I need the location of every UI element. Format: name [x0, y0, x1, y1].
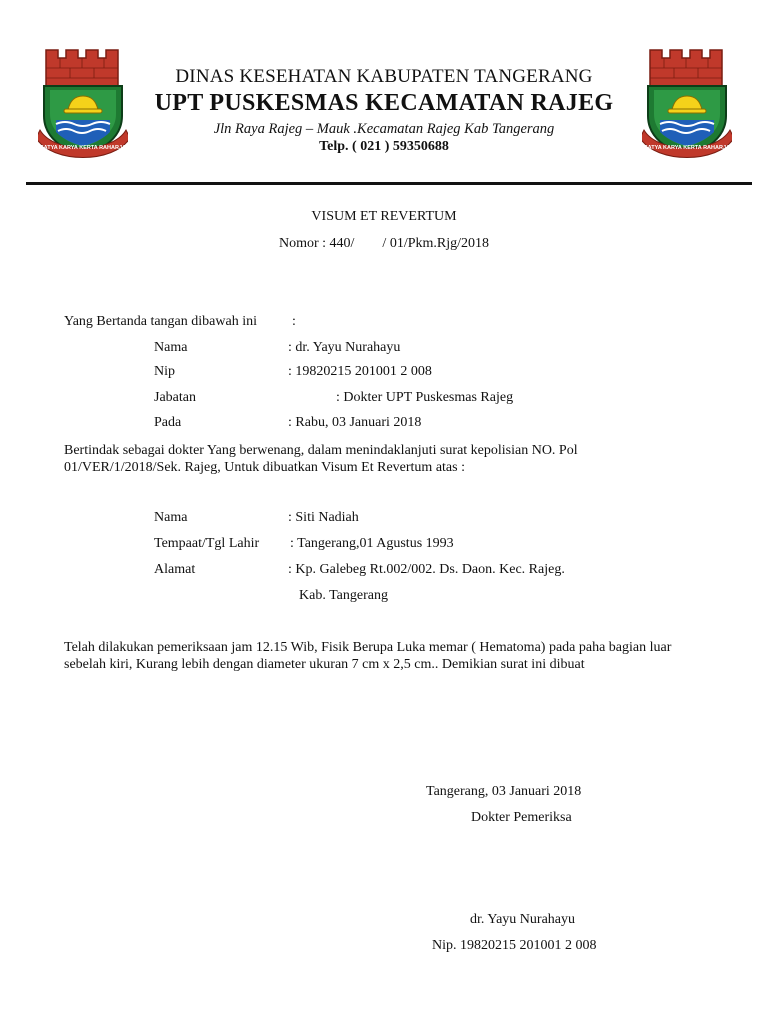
- signatory-nip-label: Nip: [154, 364, 175, 379]
- institution-name: UPT PUSKESMAS KECAMATAN RAJEG: [154, 90, 614, 116]
- signatory-intro-colon: :: [292, 314, 296, 329]
- agency-name: DINAS KESEHATAN KABUPATEN TANGERANG: [175, 66, 593, 87]
- signatory-date-value: : Rabu, 03 Januari 2018: [288, 415, 422, 430]
- signatory-date-label: Pada: [154, 415, 182, 430]
- patient-address-label: Alamat: [154, 562, 196, 577]
- document-title: VISUM ET REVERTUM: [311, 209, 457, 224]
- signatory-position-label: Jabatan: [154, 390, 196, 405]
- signature-place-date: Tangerang, 03 Januari 2018: [426, 784, 582, 799]
- patient-address-value: : Kp. Galebeg Rt.002/002. Ds. Daon. Kec. Rajeg.: [288, 562, 565, 577]
- institution-address: Jln Raya Rajeg – Mauk .Kecamatan Rajeg Kab Tangerang: [213, 121, 555, 137]
- signature-role: Dokter Pemeriksa: [471, 810, 572, 825]
- signatory-name-label: Nama: [154, 340, 188, 355]
- patient-birth-value: : Tangerang,01 Agustus 1993: [290, 536, 454, 551]
- findings-paragraph: Telah dilakukan pemeriksaan jam 12.15 Wib, Fisik Berupa Luka memar ( Hematoma) pada paha bagian luar sebelah kiri, Kurang lebih dengan diameter ukuran 7 cm x 2,5 cm.. Demikian surat ini dibuat: [64, 640, 672, 672]
- signature-nip: Nip. 19820215 201001 2 008: [432, 938, 597, 953]
- statement-paragraph: Bertindak sebagai dokter Yang berwenang, dalam menindaklanjuti surat kepolisian NO. Pol 01/VER/1/2018/Sek. Rajeg, Untuk dibuatkan Visum Et Revertum atas :: [64, 443, 578, 475]
- signatory-nip-value: : 19820215 201001 2 008: [288, 364, 432, 379]
- patient-address-line2: Kab. Tangerang: [299, 588, 388, 603]
- signatory-intro: Yang Bertanda tangan dibawah ini: [64, 314, 257, 329]
- patient-name-value: : Siti Nadiah: [288, 510, 359, 525]
- institution-phone: Telp. ( 021 ) 59350688: [319, 139, 449, 154]
- letterhead-divider: [26, 182, 752, 185]
- document-number: Nomor : 440/ / 01/Pkm.Rjg/2018: [278, 236, 489, 251]
- patient-birth-label: Tempaat/Tgl Lahir: [154, 536, 260, 551]
- signatory-position-value: : Dokter UPT Puskesmas Rajeg: [336, 390, 514, 405]
- signatory-name-value: : dr. Yayu Nurahayu: [288, 340, 401, 355]
- signature-name: dr. Yayu Nurahayu: [470, 912, 575, 927]
- patient-name-label: Nama: [154, 510, 188, 525]
